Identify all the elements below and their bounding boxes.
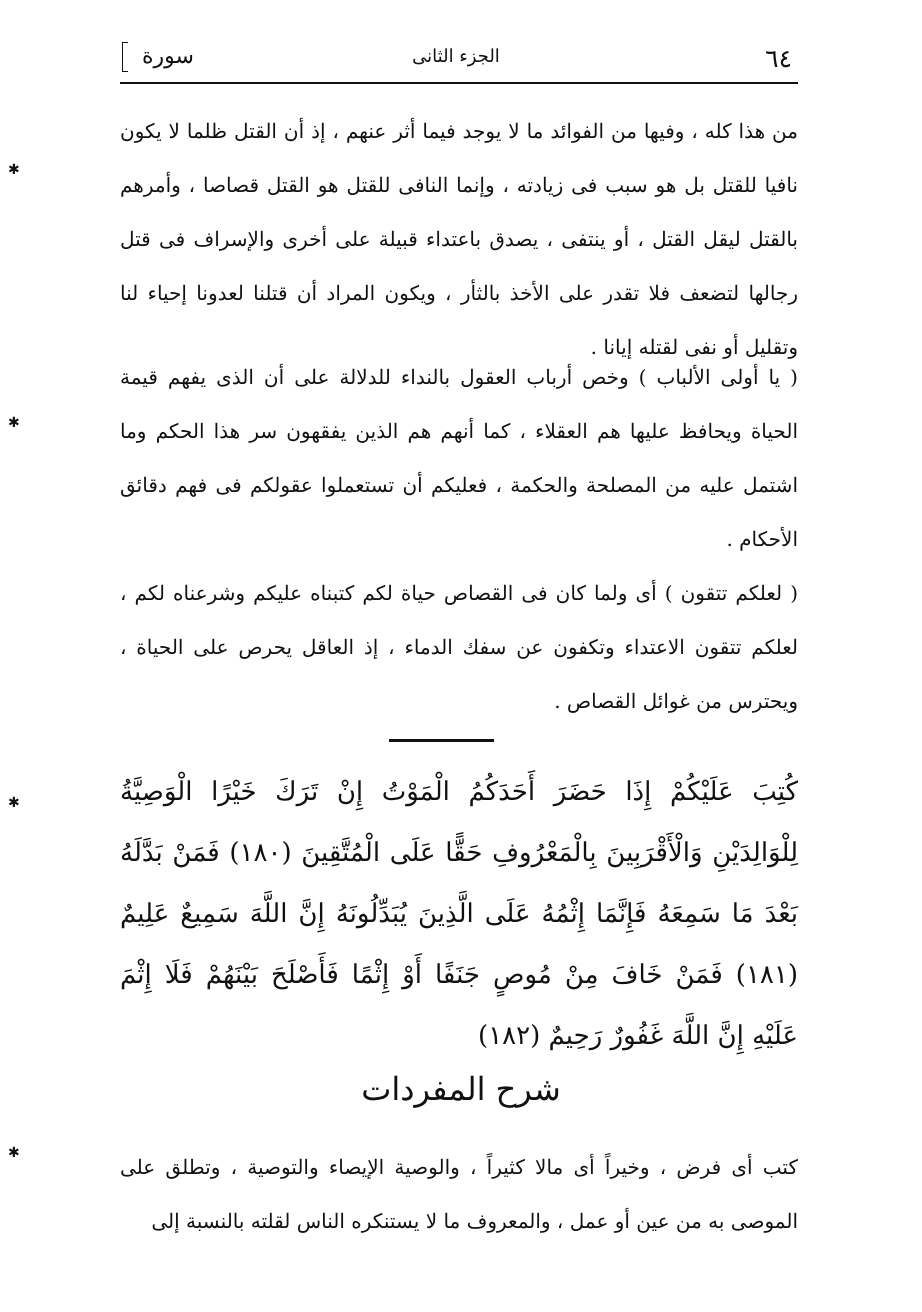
bracket-icon [122, 42, 128, 72]
page-number: ٦٤ [765, 44, 792, 73]
quran-verse: كُتِبَ عَلَيْكُمْ إِذَا حَضَرَ أَحَدَكُمُ الْمَوْتُ إِنْ تَرَكَ خَيْرًا الْوَصِيَّةُ لِلْوَالِدَيْنِ وَالْأَقْرَبِينَ بِالْمَعْرُوفِ حَقًّا عَلَى الْمُتَّقِينَ (١٨٠) فَمَنْ بَدَّلَهُ بَعْدَ مَا سَمِعَهُ فَإِنَّمَا إِثْمُهُ عَلَى الَّذِينَ يُبَدِّلُونَهُ إِنَّ اللَّهَ سَمِيعٌ عَلِيمٌ (١٨١) فَمَنْ خَافَ مِنْ مُوصٍ جَنَفًا أَوْ إِثْمًا فَأَصْلَحَ بَيْنَهُمْ فَلَا إِثْمَ عَلَيْهِ إِنَّ اللَّهَ غَفُورٌ رَحِيمٌ (١٨٢) [120, 777, 799, 1051]
section-heading: شرح المفردات [361, 1070, 561, 1108]
margin-mark-icon: ✱ [8, 162, 20, 178]
paragraph-1: من هذا كله ، وفيها من الفوائد ما لا يوجد فيما أثر عنهم ، إذ أن القتل ظلما لا يكون نافيا للقتل بل هو سبب فى زيادته ، وإنما النافى للقتل هو القتل قصاصا ، وأمرهم بالقتل ليقل القتل ، أو ينتفى ، يصدق باعتداء قبيلة على أخرى والإسراف فى قتل رجالها لتضعف فلا تقدر على الأخذ بالثأر ، ويكون المراد أن قتلنا لعدونا إحياء لنا وتقليل أو نفى لقتله إيانا . [120, 119, 798, 359]
section-label: سورة [142, 44, 194, 69]
margin-mark-icon: ✱ [8, 1145, 20, 1161]
margin-mark-icon: ✱ [8, 415, 20, 431]
margin-mark-icon: ✱ [8, 795, 20, 811]
paragraph-3: ( لعلكم تتقون ) أى ولما كان فى القصاص حياة لكم كتبناه عليكم وشرعناه لكم ، لعلكم تتقون الاعتداء وتكفون عن سفك الدماء ، إذ العاقل يحرص على الحياة ، ويحترس من غوائل القصاص . [120, 581, 798, 713]
header-divider [120, 82, 798, 84]
page-header [120, 36, 792, 80]
paragraph-2: ( يا أولى الألباب ) وخص أرباب العقول بالنداء للدلالة على أن الذى يفهم قيمة الحياة ويحافظ عليها هم العقلاء ، كما أنهم هم الذين يفقهون سر هذا الحكم وما اشتمل عليه من المصلحة والحكمة ، فعليكم أن تستعملوا عقولكم فى فهم دقائق الأحكام . [120, 365, 798, 551]
vocabulary-paragraph: كتب أى فرض ، وخيراً أى مالا كثيراً ، والوصية الإيصاء والتوصية ، وتطلق على الموصى به من عين أو عمل ، والمعروف ما لا يستنكره الناس لقلته بالنسبة إلى [120, 1155, 798, 1233]
section-divider [389, 739, 494, 742]
running-title: الجزء الثانى [412, 46, 500, 67]
